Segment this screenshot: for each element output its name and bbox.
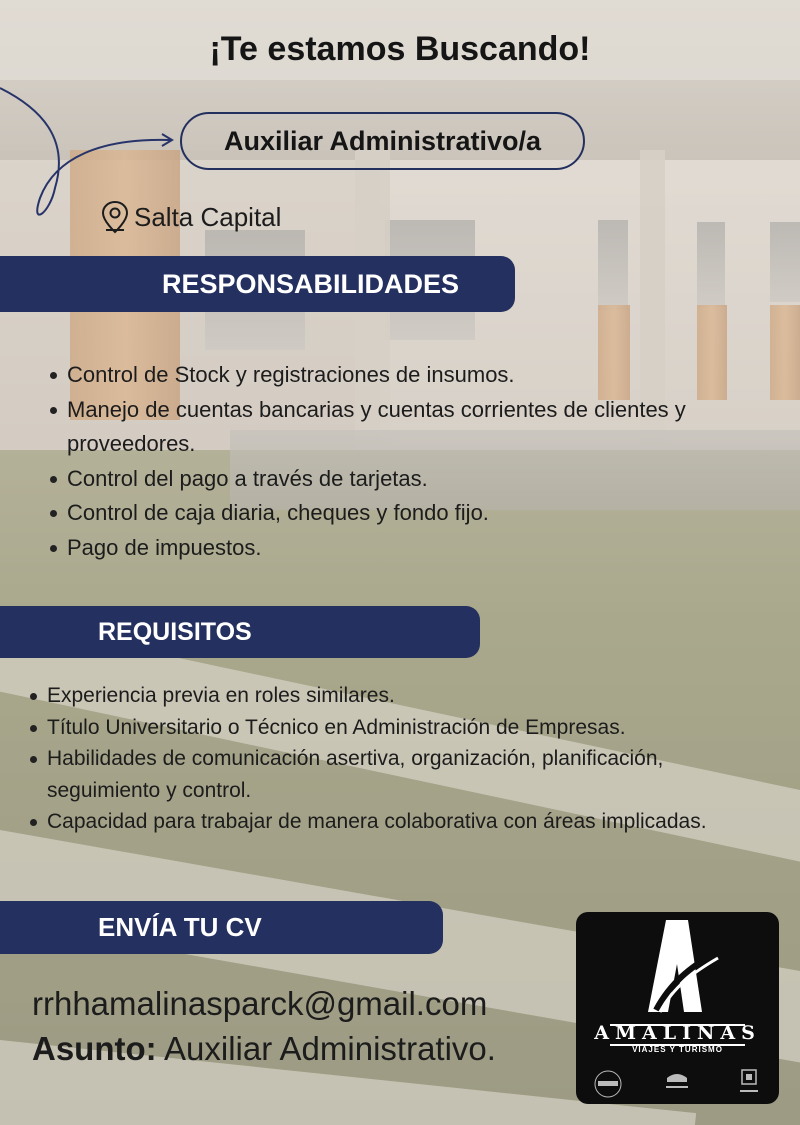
subject-value: Auxiliar Administrativo. (164, 1030, 496, 1067)
position-title (180, 112, 585, 170)
list-item: Control de Stock y registraciones de insumos. (67, 358, 747, 393)
logo-tagline: VIAJES Y TURISMO (632, 1045, 723, 1054)
contact-email[interactable]: rrhhamalinasparck@gmail.com (32, 985, 488, 1022)
list-item: Habilidades de comunicación asertiva, organización, planificación, seguimiento y control. (47, 743, 767, 806)
list-item: Manejo de cuentas bancarias y cuentas corrientes de clientes y proveedores. (67, 393, 747, 462)
position-title-text: Auxiliar Administrativo/a (223, 125, 542, 156)
a-monogram-icon (576, 912, 779, 1022)
requirements-heading (0, 606, 480, 658)
map-pin-icon (100, 200, 130, 234)
requirements-list (47, 680, 767, 838)
responsibilities-list (67, 358, 747, 565)
amalinas-logo (576, 912, 779, 1104)
headline: ¡Te estamos Buscando! (209, 30, 591, 68)
send-cv-heading (0, 901, 443, 954)
list-item: Control del pago a través de tarjetas. (67, 462, 747, 497)
responsibilities-heading (0, 256, 515, 312)
list-item: Experiencia previa en roles similares. (47, 680, 767, 712)
list-item: Pago de impuestos. (67, 531, 747, 566)
subject-label: Asunto: (32, 1030, 157, 1067)
list-item: Capacidad para trabajar de manera colaborativa con áreas implicadas. (47, 806, 767, 838)
partner-logos (576, 1064, 779, 1104)
list-item: Control de caja diaria, cheques y fondo fijo. (67, 496, 747, 531)
location-text: Salta Capital (134, 201, 282, 232)
location (100, 200, 281, 234)
requirements-heading-text: REQUISITOS (98, 617, 252, 646)
send-cv-heading-text: ENVÍA TU CV (98, 912, 262, 942)
list-item: Título Universitario o Técnico en Administración de Empresas. (47, 712, 767, 744)
email-subject (32, 1030, 496, 1068)
responsibilities-heading-text: RESPONSABILIDADES (162, 268, 460, 299)
logo-brand: AMALINAS (594, 1022, 761, 1044)
